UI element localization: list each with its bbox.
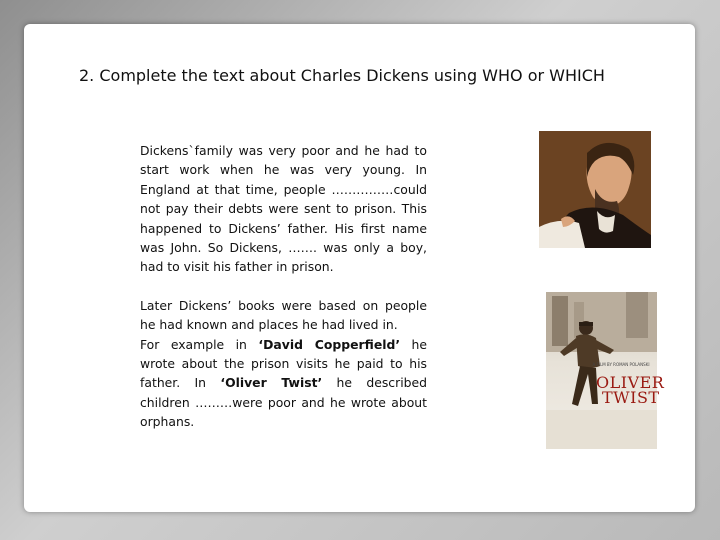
- paragraph-family: Dickens`family was very poor and he had to start work when he was very young. In England at that time, people ……………could not pay their debts were sent to prison. This happened to Dickens’ father. His first name was John. So Dickens, ……. was only a boy, had to visit his father in prison.: [140, 143, 427, 275]
- orphans-text: he described children ………were poor and he wrote about orphans.: [140, 375, 427, 430]
- prison-visits-text: he wrote about the prison visits he paid to his father. In: [140, 336, 427, 391]
- portrait-drawing: [539, 131, 651, 248]
- slide: [24, 24, 695, 512]
- book-title-oliver-twist: ‘Oliver Twist’: [220, 375, 323, 391]
- dickens-portrait-image: [539, 131, 651, 248]
- poster-title-logo: [596, 373, 665, 407]
- poster-drawing: [546, 292, 665, 449]
- paragraph-books: [140, 296, 427, 432]
- example-intro: For example in: [140, 336, 259, 352]
- poster-credit: A FILM BY ROMAN POLANSKI: [592, 362, 650, 367]
- book-title-david-copperfield: ‘David Copperfield’: [258, 336, 401, 352]
- oliver-twist-poster-image: [546, 292, 665, 449]
- poster-title-line2: TWIST: [602, 388, 660, 407]
- slide-title: 2. Complete the text about Charles Dickens using WHO or WHICH: [79, 66, 605, 85]
- text-column: [140, 141, 427, 432]
- books-intro: Later Dickens’ books were based on people he had known and places he had lived in.: [140, 297, 427, 333]
- poster-title-line1: OLIVER: [596, 373, 665, 392]
